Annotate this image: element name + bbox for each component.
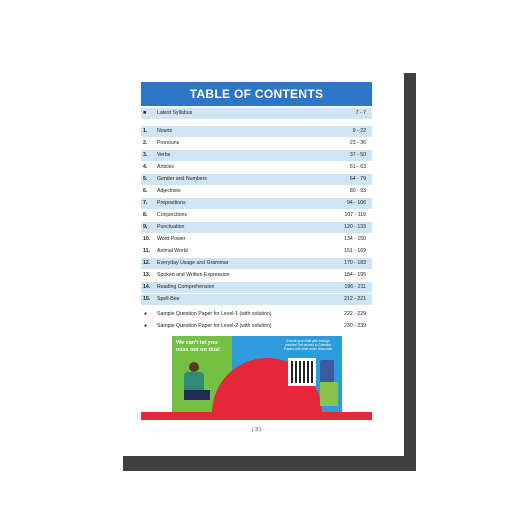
toc-row-number: 6. (143, 188, 148, 194)
toc-title: TABLE OF CONTENTS (189, 87, 324, 101)
toc-row[interactable] (141, 222, 372, 234)
toc-row-title: Latest Syllabus (157, 110, 193, 116)
toc-row-title: Sample Question Paper for Level-1 (with solution) (157, 311, 272, 317)
toc-row-title: Word Power (157, 236, 186, 242)
toc-row-pages: 64 - 79 (349, 176, 366, 182)
toc-row[interactable] (141, 150, 372, 162)
toc-row-title: Adjectives (157, 188, 181, 194)
toc-row-number: 11. (143, 248, 150, 254)
toc-banner (141, 82, 372, 106)
toc-row-number: 4. (143, 164, 148, 170)
toc-row-pages: 196 - 211 (344, 284, 366, 290)
toc-row-title: Articles (157, 164, 175, 170)
toc-row[interactable] (141, 270, 372, 282)
toc-row[interactable] (141, 282, 372, 294)
bullet-icon: ● (144, 311, 148, 317)
toc-row-pages: 107 - 119 (344, 212, 366, 218)
toc-row[interactable] (141, 138, 372, 150)
toc-row-pages: 134 - 150 (344, 236, 366, 242)
toc-row-number: 2. (143, 140, 148, 146)
toc-row-pages: 23 - 36 (349, 140, 366, 146)
toc-row[interactable] (141, 246, 372, 258)
toc-row-pages: 230 - 239 (344, 323, 366, 329)
toc-row-number: 9. (143, 224, 148, 230)
toc-row-title: Conjunctions (157, 212, 187, 218)
toc-row-number: 15. (143, 296, 151, 302)
toc-row-pages: 170 - 183 (344, 260, 366, 266)
toc-row-title: Verbs (157, 152, 171, 158)
toc-row-number: 5. (143, 176, 148, 182)
footer-red-bar (141, 412, 372, 420)
toc-row-title: Reading Comprehension (157, 284, 215, 290)
toc-row-title: Spell-Bee (157, 296, 180, 302)
toc-row-sample-paper[interactable] (141, 321, 372, 333)
toc-row-number: 12. (143, 260, 151, 266)
toc-row[interactable] (141, 162, 372, 174)
toc-row-title: Everyday Usage and Grammar (157, 260, 229, 266)
toc-row-title: Animal World (157, 248, 188, 254)
toc-row-number: 7. (143, 200, 148, 206)
toc-row-latest-syllabus (141, 108, 372, 120)
toc-list (141, 108, 372, 333)
promo-banner[interactable] (172, 336, 342, 412)
toc-row[interactable] (141, 234, 372, 246)
toc-row-pages: 151 - 169 (344, 248, 366, 254)
toc-row-title: Punctuation (157, 224, 185, 230)
toc-row-pages: 37 - 50 (349, 152, 366, 158)
toc-row-number: 8. (143, 212, 148, 218)
toc-row-pages: 94 - 106 (346, 200, 366, 206)
toc-row-pages: 212 - 221 (344, 296, 366, 302)
toc-row[interactable] (141, 210, 372, 222)
toc-row[interactable] (141, 126, 372, 138)
bullet-icon: ● (144, 323, 148, 329)
reading-person-illustration (184, 362, 204, 408)
toc-row[interactable] (141, 258, 372, 270)
toc-row-number: 10. (143, 236, 151, 242)
toc-row-number: 3. (143, 152, 148, 158)
toc-row-number: 1. (143, 128, 148, 134)
toc-row-sample-paper[interactable] (141, 309, 372, 321)
toc-row[interactable] (141, 294, 372, 306)
toc-row-title: Pronouns (157, 140, 180, 146)
toc-row-title: Nouns (157, 128, 172, 134)
toc-row-pages: 120 - 133 (344, 224, 366, 230)
toc-row-pages: 184 - 195 (344, 272, 366, 278)
page-number: ( 3 ) (252, 427, 261, 433)
qr-code-icon[interactable] (288, 358, 316, 386)
toc-row[interactable] (141, 198, 372, 210)
phone-icon (320, 360, 334, 384)
promo-description: Ensure your child gets enough practice! Get access to Question Papers and other exam resources (283, 339, 332, 351)
toc-row-title: Gender and Numbers (157, 176, 207, 182)
toc-row-number: 13. (143, 272, 151, 278)
square-bullet-icon: ■ (143, 110, 147, 116)
toc-row-pages: 51 - 63 (349, 164, 366, 170)
toc-row-title: Spoken and Written Expression (157, 272, 230, 278)
toc-row-pages: 80 - 93 (349, 188, 366, 194)
promo-headline: We can't let you miss out on this! (176, 340, 220, 353)
toc-row-number: 14. (143, 284, 151, 290)
toc-row-pages: 9 - 22 (352, 128, 366, 134)
toc-row-pages: 222 - 229 (344, 311, 366, 317)
toc-row-pages: 7 - 7 (355, 110, 366, 116)
toc-row-title: Sample Question Paper for Level-2 (with solution) (157, 323, 272, 329)
hand-illustration (320, 382, 338, 406)
toc-row[interactable] (141, 174, 372, 186)
toc-row[interactable] (141, 186, 372, 198)
toc-row-title: Prepositions (157, 200, 186, 206)
